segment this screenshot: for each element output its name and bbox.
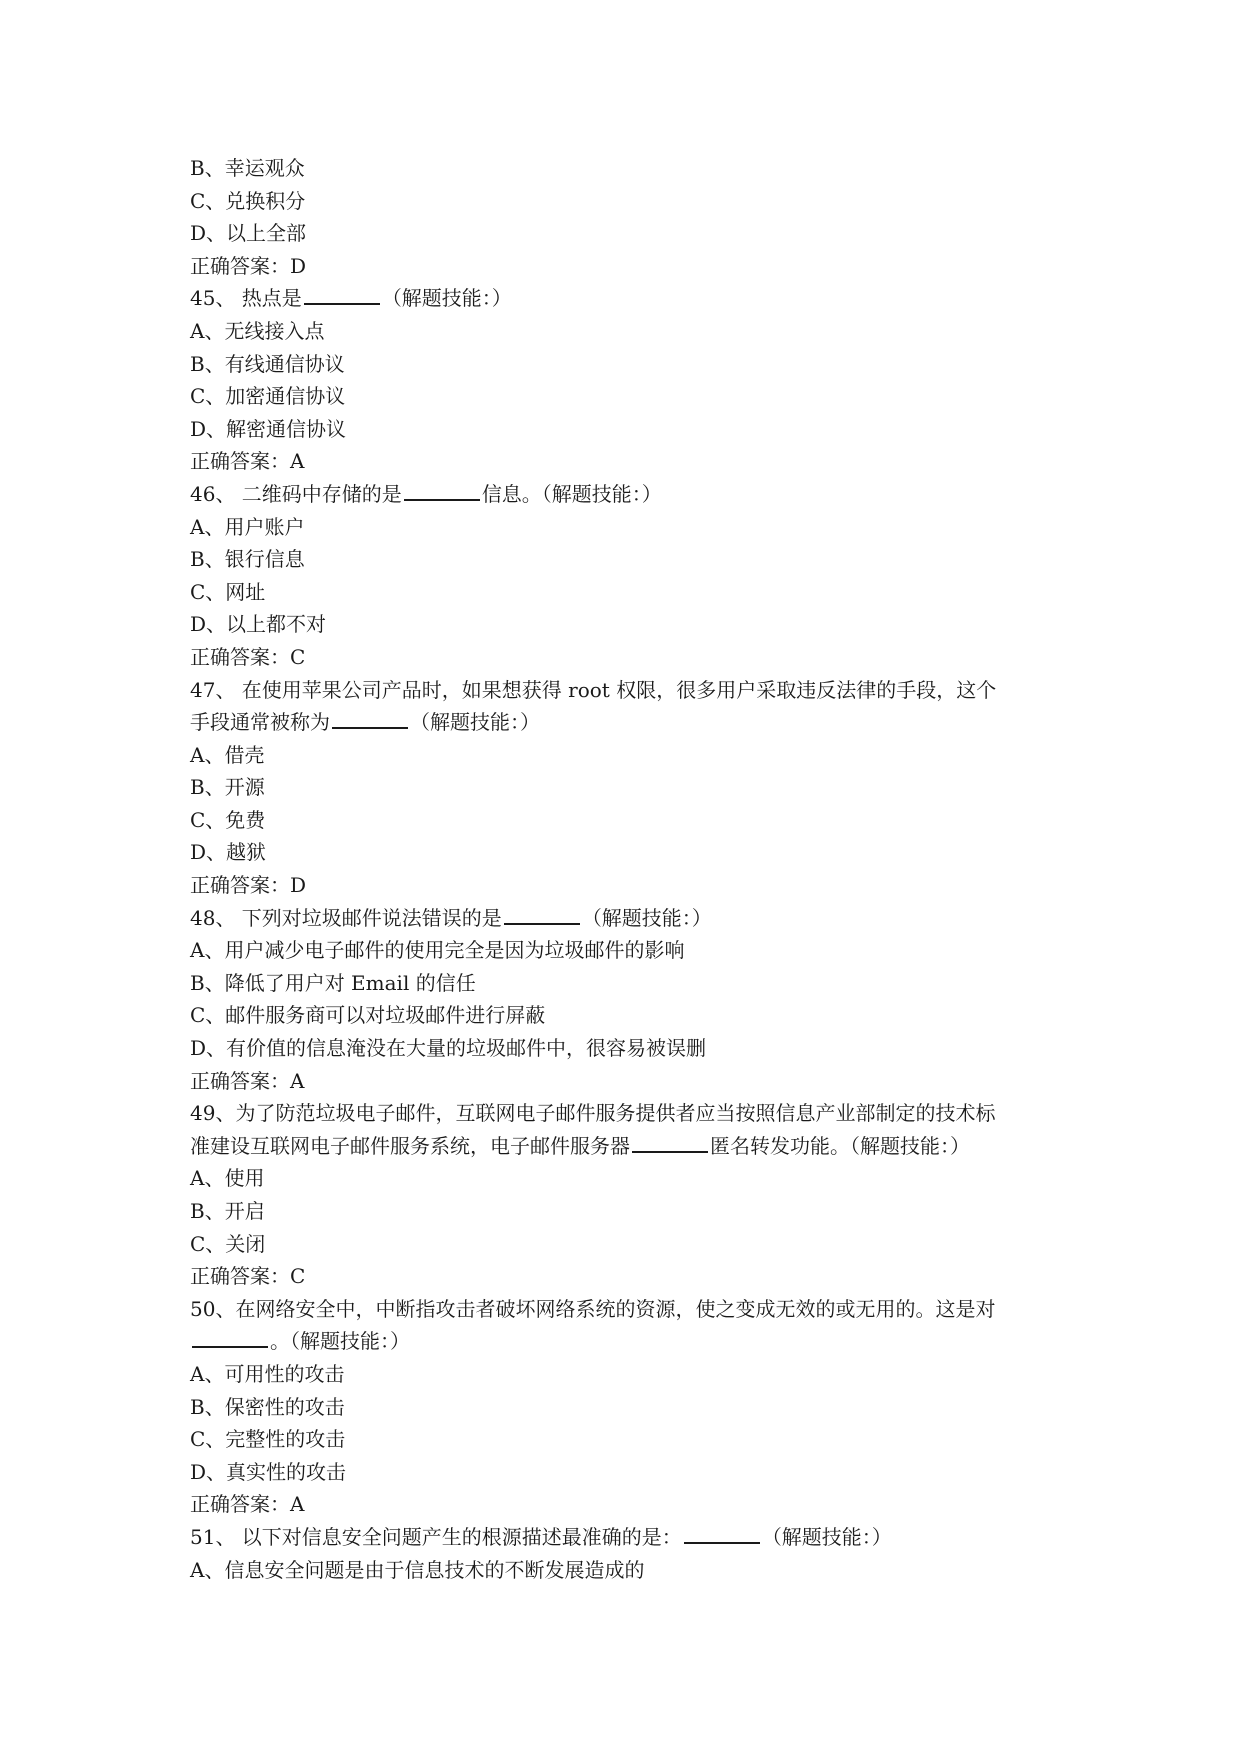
- answer-option: C、加密通信协议: [190, 384, 346, 409]
- answer-blank: [304, 283, 380, 305]
- question-line: [190, 1097, 1070, 1130]
- answer-option: D、有价值的信息淹没在大量的垃圾邮件中，很容易被误删: [190, 1036, 707, 1061]
- question-line: [190, 478, 1070, 511]
- question-text: 48、 下列对垃圾邮件说法错误的是: [190, 905, 502, 930]
- correct-answer: 正确答案：D: [190, 873, 307, 898]
- question-line: [190, 1130, 1070, 1163]
- question-suffix: 匿名转发功能。（解题技能：）: [710, 1133, 970, 1158]
- answer-option: D、解密通信协议: [190, 416, 347, 441]
- answer-option: B、有线通信协议: [190, 351, 345, 376]
- answer-option: B、幸运观众: [190, 156, 305, 180]
- answer-option: A、借壳: [190, 742, 265, 767]
- answer-blank: [332, 707, 408, 729]
- answer-option: C、网址: [190, 579, 266, 604]
- question-line: [190, 1521, 1070, 1554]
- correct-answer: 正确答案：A: [190, 1492, 305, 1517]
- answer-option: C、免费: [190, 807, 266, 832]
- answer-option: C、完整性的攻击: [190, 1427, 346, 1452]
- question-text: 51、 以下对信息安全问题产生的根源描述最准确的是：: [190, 1524, 682, 1549]
- answer-option: A、使用: [190, 1166, 265, 1191]
- correct-answer: 正确答案：C: [190, 644, 306, 669]
- answer-option: C、兑换积分: [190, 188, 306, 213]
- correct-answer: 正确答案：D: [190, 253, 307, 278]
- question-text: 45、 热点是: [190, 286, 302, 311]
- answer-option: A、信息安全问题是由于信息技术的不断发展造成的: [190, 1557, 645, 1582]
- question-text: 手段通常被称为: [190, 710, 330, 735]
- question-line: [190, 902, 1070, 935]
- answer-blank: [192, 1326, 268, 1348]
- answer-option: D、越狱: [190, 840, 267, 865]
- answer-option: D、真实性的攻击: [190, 1459, 347, 1484]
- question-line: [190, 674, 1070, 707]
- question-list: [190, 152, 1070, 1586]
- answer-option: C、邮件服务商可以对垃圾邮件进行屏蔽: [190, 1003, 546, 1028]
- answer-option: B、银行信息: [190, 547, 305, 572]
- answer-blank: [504, 903, 580, 925]
- answer-option: D、以上全部: [190, 221, 307, 246]
- answer-option: A、可用性的攻击: [190, 1361, 345, 1386]
- question-suffix: （解题技能：）: [761, 1524, 892, 1549]
- answer-option: B、保密性的攻击: [190, 1394, 345, 1419]
- question-suffix: （解题技能：）: [381, 286, 512, 311]
- answer-blank: [684, 1522, 760, 1544]
- answer-option: B、开源: [190, 775, 265, 800]
- question-line: [190, 1325, 1070, 1358]
- question-text: 46、 二维码中存储的是: [190, 481, 402, 506]
- question-line: [190, 706, 1070, 739]
- question-suffix: （解题技能：）: [410, 710, 540, 735]
- correct-answer: 正确答案：A: [190, 449, 305, 474]
- answer-option: A、用户账户: [190, 514, 305, 539]
- question-line: [190, 282, 1070, 315]
- answer-option: A、无线接入点: [190, 318, 325, 343]
- question-text: 49、为了防范垃圾电子邮件，互联网电子邮件服务提供者应当按照信息产业部制定的技术标: [190, 1101, 996, 1126]
- answer-option: B、开启: [190, 1199, 265, 1223]
- correct-answer: 正确答案：C: [190, 1264, 306, 1289]
- question-suffix: （解题技能：）: [581, 905, 712, 930]
- correct-answer: 正确答案：A: [190, 1068, 305, 1093]
- answer-blank: [404, 479, 480, 501]
- answer-option: C、关闭: [190, 1231, 266, 1256]
- question-line: [190, 1293, 1070, 1326]
- answer-blank: [632, 1131, 708, 1153]
- answer-option: D、以上都不对: [190, 612, 327, 637]
- answer-option: A、用户减少电子邮件的使用完全是因为垃圾邮件的影响: [190, 938, 685, 963]
- question-suffix: 。（解题技能：）: [270, 1329, 410, 1354]
- question-text: 47、 在使用苹果公司产品时，如果想获得 root 权限，很多用户采取违反法律的手段，这个: [190, 677, 997, 702]
- answer-option: B、降低了用户对 Email 的信任: [190, 970, 476, 995]
- question-text: 准建设互联网电子邮件服务系统，电子邮件服务器: [190, 1133, 630, 1158]
- question-suffix: 信息。（解题技能：）: [481, 481, 662, 506]
- question-text: 50、在网络安全中，中断指攻击者破坏网络系统的资源，使之变成无效的或无用的。这是对: [190, 1296, 996, 1321]
